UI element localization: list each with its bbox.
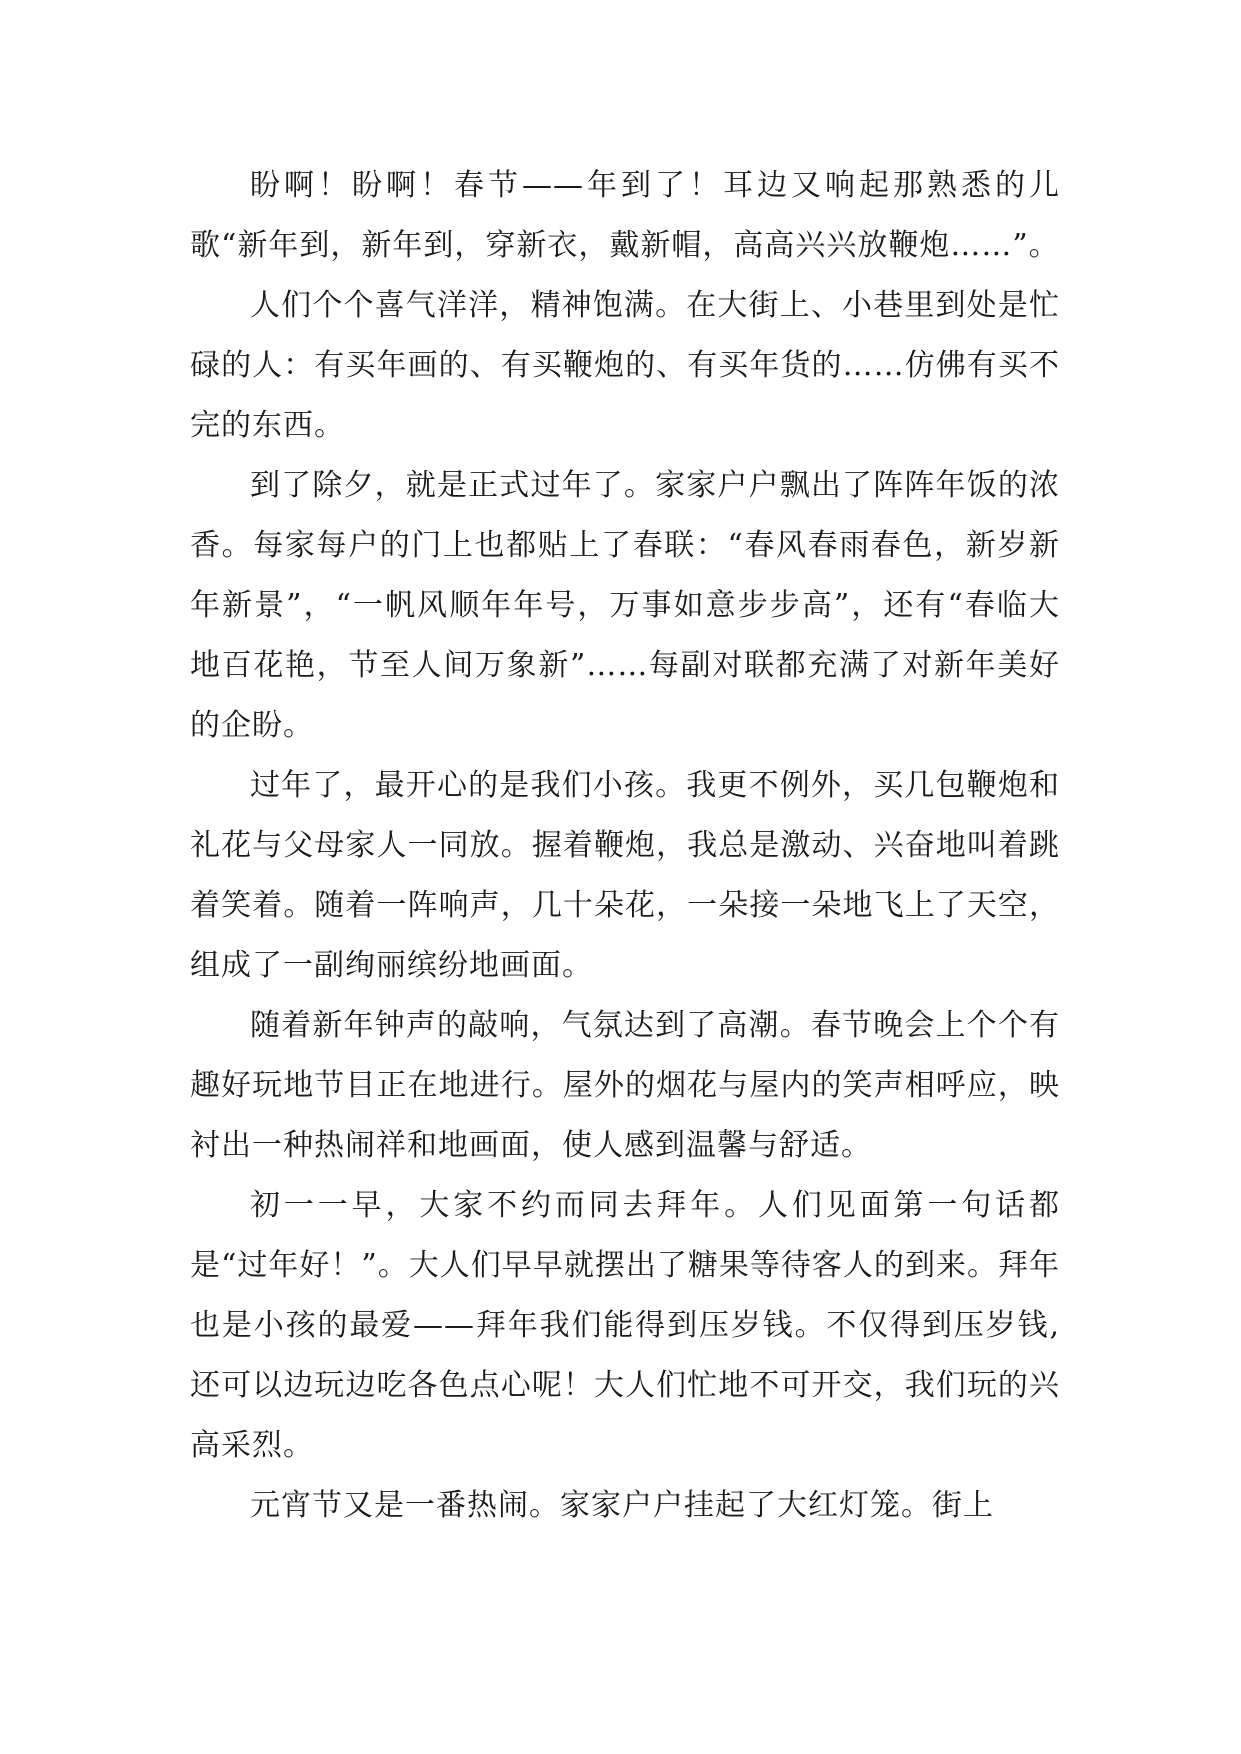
paragraph-2: 人们个个喜气洋洋，精神饱满。在大街上、小巷里到处是忙碌的人：有买年画的、有买鞭炮的、有买年货的……仿佛有买不完的东西。 — [190, 288, 1060, 443]
paragraph-1: 盼啊！盼啊！春节——年到了！耳边又响起那熟悉的儿歌“新年到，新年到，穿新衣，戴新帽，高高兴兴放鞭炮……”。 — [190, 168, 1060, 263]
paragraph-4: 过年了，最开心的是我们小孩。我更不例外，买几包鞭炮和礼花与父母家人一同放。握着鞭炮，我总是激动、兴奋地叫着跳着笑着。随着一阵响声，几十朵花，一朵接一朵地飞上了天空，组成了一副绚丽缤纷地画面。 — [190, 768, 1060, 983]
paragraph-3: 到了除夕，就是正式过年了。家家户户飘出了阵阵年饭的浓香。每家每户的门上也都贴上了春联：“春风春雨春色，新岁新年新景”，“一帆风顺年年号，万事如意步步高”，还有“春临大地百花艳，节至人间万象新”……每副对联都充满了对新年美好的企盼。 — [190, 468, 1060, 743]
paragraph-6: 初一一早，大家不约而同去拜年。人们见面第一句话都是“过年好！”。大人们早早就摆出了糖果等待客人的到来。拜年也是小孩的最爱——拜年我们能得到压岁钱。不仅得到压岁钱,还可以边玩边吃各色点心呢！大人们忙地不可开交，我们玩的兴高采烈。 — [190, 1188, 1060, 1463]
paragraph-5: 随着新年钟声的敲响，气氛达到了高潮。春节晚会上个个有趣好玩地节目正在地进行。屋外的烟花与屋内的笑声相呼应，映衬出一种热闹祥和地画面，使人感到温馨与舒适。 — [190, 1008, 1060, 1163]
paragraph-7: 元宵节又是一番热闹。家家户户挂起了大红灯笼。街上 — [250, 1488, 994, 1523]
article-body — [190, 156, 1060, 1536]
